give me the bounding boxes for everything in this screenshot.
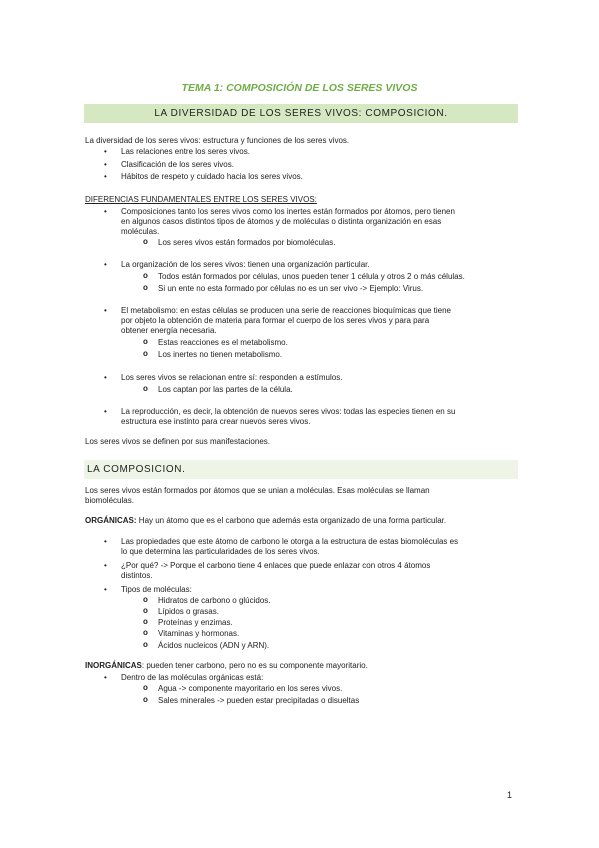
list-item: • ¿Por qué? -> Porque el carbono tiene 4 enlaces que puede enlazar con otros 4 átomos <box>121 561 430 571</box>
list-item: • Tipos de moléculas: <box>121 585 192 595</box>
sub-list-item: o Proteínas y enzimas. <box>158 618 233 628</box>
sub-list-item: o Los inertes no tienen metabolismo. <box>158 350 282 360</box>
list-item: • Las propiedades que este átomo de carbono le otorga a la estructura de estas biomoléculas es <box>121 537 458 547</box>
list-item-continuation: obtener energía necesaria. <box>121 326 217 335</box>
list-item: • Hábitos de respeto y cuidado hacia los seres vivos. <box>121 172 303 182</box>
paragraph-inorganicas <box>85 661 368 671</box>
section-heading-diversidad: LA DIVERSIDAD DE LOS SERES VIVOS: COMPOSICION. <box>84 104 518 123</box>
list-item-continuation: en algunos casos distintos tipos de átomos y de moléculas o distinta organización en esas <box>121 217 442 226</box>
sub-list-item: o Los captan por las partes de la célula. <box>158 385 293 395</box>
section-heading-composicion: LA COMPOSICION. <box>84 460 518 479</box>
sub-list-item: o Ácidos nucleicos (ADN y ARN). <box>158 641 269 651</box>
label-organicas: ORGÁNICAS: <box>85 516 137 525</box>
document-title: TEMA 1: COMPOSICIÓN DE LOS SERES VIVOS <box>181 82 418 94</box>
sub-list-item: o Sales minerales -> pueden estar precipitadas o disueltas <box>158 696 359 706</box>
sub-list-item: o Lípidos o grasas. <box>158 607 219 617</box>
list-item-continuation: estructura ese instinto para crear nuevos seres vivos. <box>121 417 311 426</box>
paragraph-intro: La diversidad de los seres vivos: estructura y funciones de los seres vivos. <box>85 136 350 145</box>
label-inorganicas: INORGÁNICAS <box>85 661 142 670</box>
sub-list-item: o Estas reacciones es el metabolismo. <box>158 338 288 348</box>
sub-list-item: o Hidratos de carbono o glúcidos. <box>158 596 271 606</box>
list-item: • Composiciones tanto los seres vivos como los inertes están formados por átomos, pero tienen <box>121 207 455 217</box>
paragraph-closing: Los seres vivos se definen por sus manifestaciones. <box>85 437 270 446</box>
list-item-continuation: moléculas. <box>121 227 160 236</box>
list-item-continuation: lo que determina las particularidades de los seres vivos. <box>121 547 320 556</box>
list-item: • El metabolismo: en estas células se producen una serie de reacciones bioquímicas que tiene <box>121 306 451 316</box>
sub-list-item: o Todos están formados por células, unos pueden tener 1 célula y otros 2 o más células. <box>158 272 465 282</box>
list-item-continuation: por objeto la obtención de materia para formar el cuerpo de los seres vivos y para para <box>121 316 430 325</box>
sub-list-item: o Agua -> componente mayoritario en los seres vivos. <box>158 684 342 694</box>
text-inorganicas: : pueden tener carbono, pero no es su componente mayoritario. <box>141 661 368 670</box>
list-item: • Los seres vivos se relacionan entre sí: responden a estímulos. <box>121 373 342 383</box>
list-item: • Clasificación de los seres vivos. <box>121 160 234 170</box>
list-item: • Las relaciones entre los seres vivos. <box>121 147 250 157</box>
sub-list-item: o Vitaminas y hormonas. <box>158 629 239 639</box>
paragraph-composicion: Los seres vivos están formados por átomos que se unian a moléculas. Esas moléculas se llaman <box>85 486 430 495</box>
sub-list-item: o Los seres vivos están formados por biomoléculas. <box>158 238 335 248</box>
list-item: • La reproducción, es decir, la obtención de nuevos seres vivos: todas las especies tienen en su <box>121 407 455 417</box>
list-item-continuation: distintos. <box>121 571 153 580</box>
list-item: • Dentro de las moléculas orgánicas está: <box>121 673 263 683</box>
list-item: • La organización de los seres vivos: tienen una organización particular. <box>121 260 370 270</box>
text-organicas: Hay un átomo que es el carbono que además esta organizado de una forma particular. <box>136 516 447 525</box>
page-number: 1 <box>507 790 513 800</box>
subheading-diferencias: DIFERENCIAS FUNDAMENTALES ENTRE LOS SERES VIVOS: <box>85 195 317 204</box>
sub-list-item: o Si un ente no esta formado por células no es un ser vivo -> Ejemplo: Virus. <box>158 284 423 294</box>
paragraph-composicion-cont: biomoléculas. <box>85 496 134 505</box>
paragraph-organicas <box>85 516 446 526</box>
